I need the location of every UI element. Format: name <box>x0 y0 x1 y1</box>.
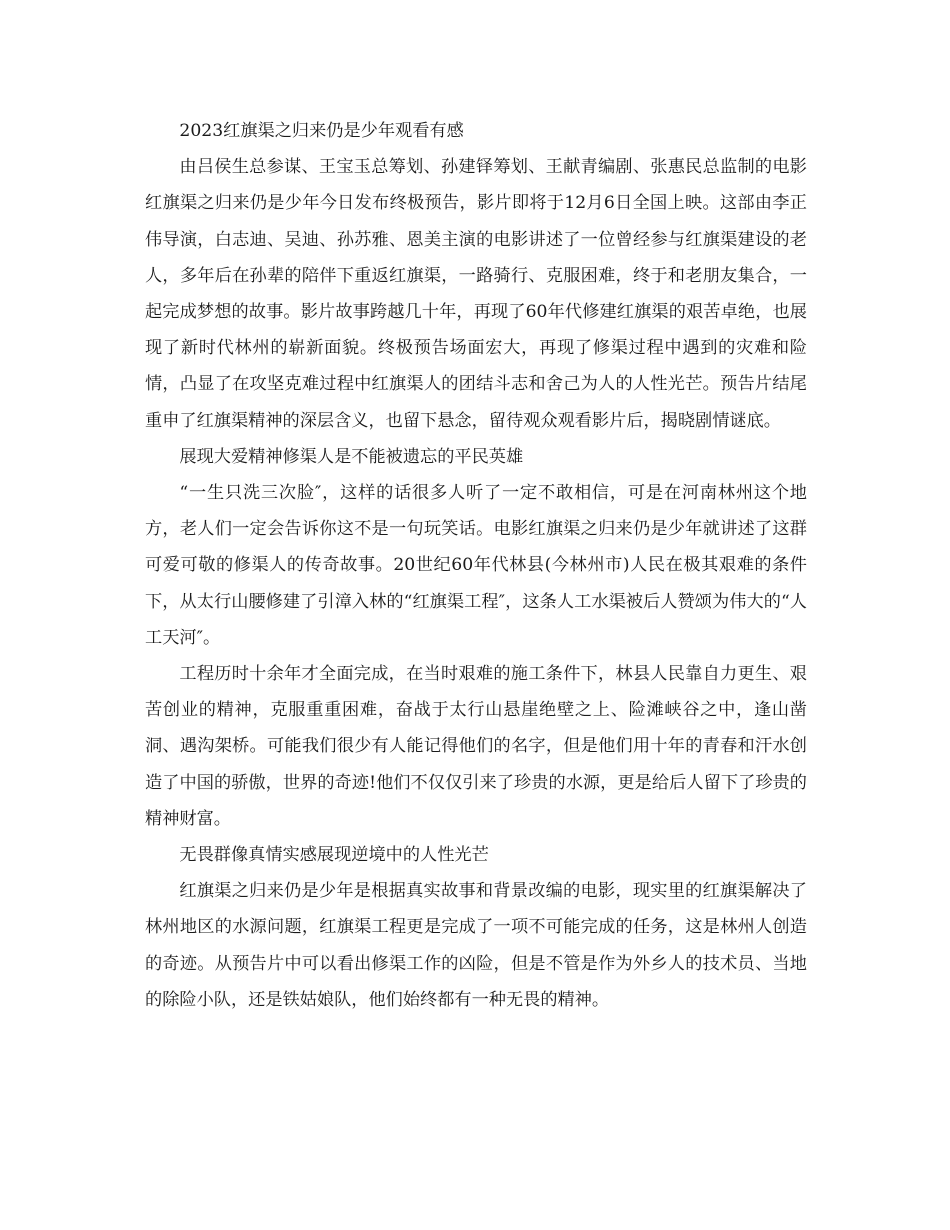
paragraph-heroes-2: 工程历时十余年才全面完成，在当时艰难的施工条件下，林县人民靠自力更生、艰苦创业的精神，克服重重困难，奋战于太行山悬崖绝壁之上、险滩峡谷之中，逢山凿洞、遇沟架桥。可能我们很少有人能记得他们的名字，但是他们用十年的青春和汗水创造了中国的骄傲，世界的奇迹!他们不仅仅引来了珍贵的水源，更是给后人留下了珍贵的精神财富。 <box>145 664 807 829</box>
section-heading-fearless: 无畏群像真情实感展现逆境中的人性光芒 <box>179 845 489 866</box>
paragraph-fearless: 红旗渠之归来仍是少年是根据真实故事和背景改编的电影，现实里的红旗渠解决了林州地区的水源问题，红旗渠工程更是完成了一项不可能完成的任务，这是林州人创造的奇迹。从预告片中可以看出修渠工作的凶险，但是不管是作为外乡人的技术员、当地的除险小队，还是铁姑娘队，他们始终都有一种无畏的精神。 <box>145 881 807 1010</box>
section-heading-heroes: 展现大爱精神修渠人是不能被遗忘的平民英雄 <box>179 446 524 467</box>
paragraph-intro: 由吕侯生总参谋、王宝玉总筹划、孙建铎筹划、王献青编剧、张惠民总监制的电影红旗渠之归来仍是少年今日发布终极预告，影片即将于12月6日全国上映。这部由李正伟导演，白志迪、吴迪、孙苏雅、恩美主演的电影讲述了一位曾经参与红旗渠建设的老人，多年后在孙辈的陪伴下重返红旗渠，一路骑行、克服困难，终于和老朋友集合，一起完成梦想的故事。影片故事跨越几十年，再现了60年代修建红旗渠的艰苦卓绝，也展现了新时代林州的崭新面貌。终极预告场面宏大，再现了修渠过程中遇到的灾难和险情，凸显了在攻坚克难过程中红旗渠人的团结斗志和舍己为人的人性光芒。预告片结尾重申了红旗渠精神的深层含义，也留下悬念，留待观众观看影片后，揭晓剧情谜底。 <box>145 157 807 431</box>
document-title: 2023红旗渠之归来仍是少年观看有感 <box>179 121 464 141</box>
paragraph-heroes-1: “一生只洗三次脸″，这样的话很多人听了一定不敢相信，可是在河南林州这个地方，老人们一定会告诉你这不是一句玩笑话。电影红旗渠之归来仍是少年就讲述了这群可爱可敬的修渠人的传奇故事。20世纪60年代林县(今林州市)人民在极其艰难的条件下，从太行山腰修建了引漳入林的“红旗渠工程″，这条人工水渠被后人赞颂为伟大的“人工天河″。 <box>145 483 807 648</box>
document-page <box>145 113 807 1018</box>
